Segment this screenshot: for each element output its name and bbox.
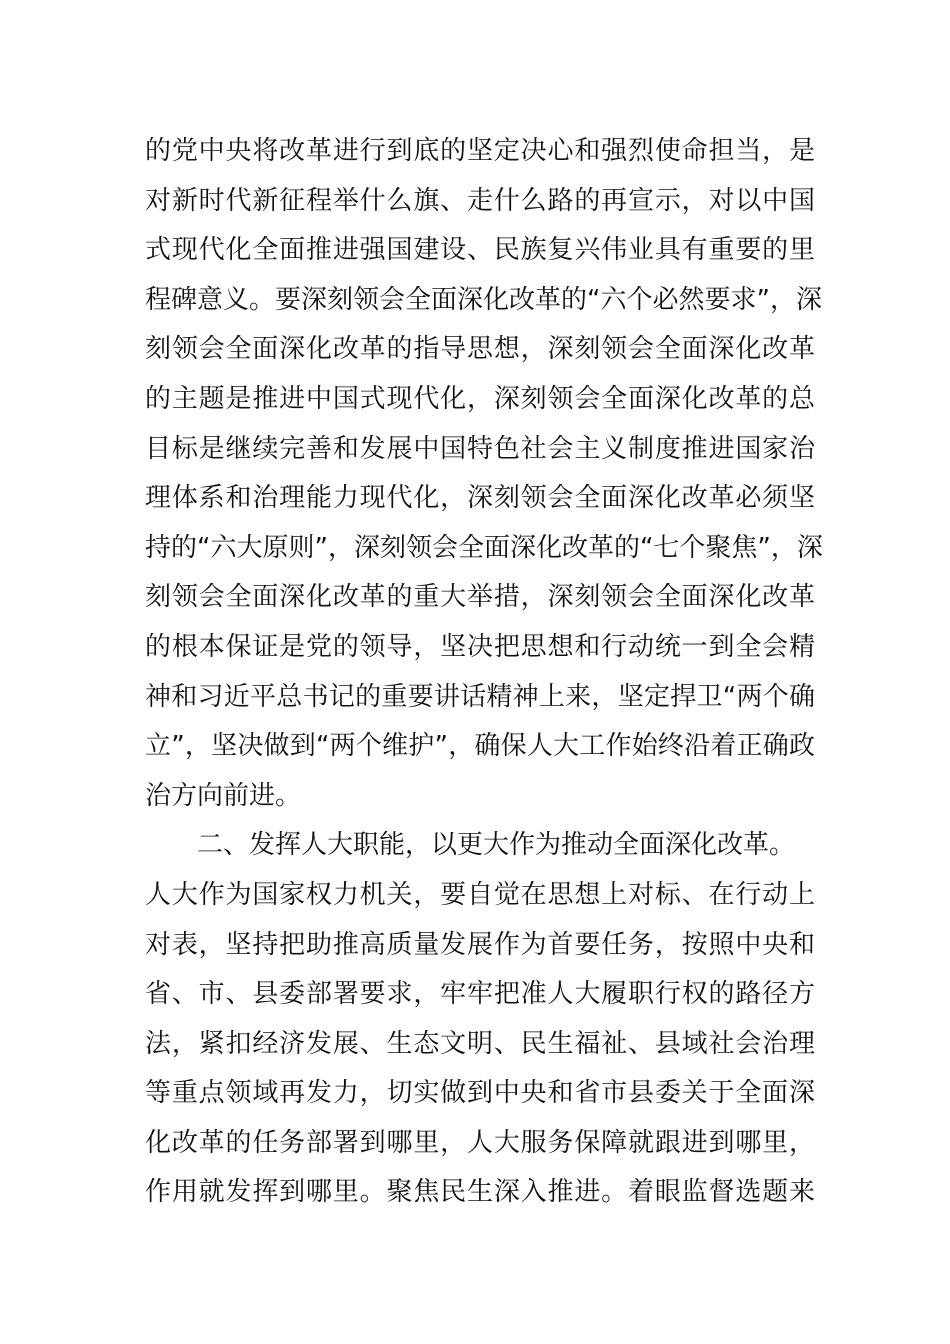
text-line: 法，紧扣经济发展、生态文明、民生福祉、县域社会治理: [145, 1028, 815, 1059]
paragraph-1: [145, 127, 823, 821]
text-line: 程碑意义。要深刻领会全面深化改革的“六个必然要求”，深: [145, 284, 822, 315]
text-line: 目标是继续完善和发展中国特色社会主义制度推进国家治: [145, 433, 815, 464]
text-line: 等重点领域再发力，切实做到中央和省市县委关于全面深: [145, 1078, 815, 1109]
text-line: 的党中央将改革进行到底的坚定决心和强烈使命担当，是: [145, 136, 815, 166]
text-line: 作用就发挥到哪里。聚焦民生深入推进。着眼监督选题来: [145, 1177, 815, 1208]
text-line: 式现代化全面推进强国建设、民族复兴伟业具有重要的里: [145, 235, 815, 266]
text-line: 神和习近平总书记的重要讲话精神上来，坚定捍卫“两个确: [145, 681, 815, 712]
text-line: 的根本保证是党的领导，坚决把思想和行动统一到全会精: [145, 631, 815, 662]
text-line: 刻领会全面深化改革的重大举措，深刻领会全面深化改革: [145, 582, 815, 613]
text-line: 省、市、县委部署要求，牢牢把准人大履职行权的路径方: [145, 979, 815, 1010]
text-line: 治方向前进。: [145, 780, 302, 811]
paragraph-2: [145, 821, 815, 1218]
text-line: 对新时代新征程举什么旗、走什么路的再宣示，对以中国: [145, 185, 815, 216]
text-line: 对表，坚持把助推高质量发展作为首要任务，按照中央和: [145, 929, 815, 960]
section-heading-line: 二、发挥人大职能，以更大作为推动全面深化改革。: [197, 830, 796, 861]
document-body: [145, 127, 823, 1218]
text-line: 刻领会全面深化改革的指导思想，深刻领会全面深化改革: [145, 334, 815, 365]
text-line: 持的“六大原则”，深刻领会全面深化改革的“七个聚焦”，深: [145, 532, 823, 563]
text-line: 立”，坚决做到“两个维护”，确保人大工作始终沿着正确政: [145, 731, 815, 762]
text-line: 理体系和治理能力现代化，深刻领会全面深化改革必须坚: [145, 483, 815, 514]
text-line: 化改革的任务部署到哪里，人大服务保障就跟进到哪里，: [145, 1127, 815, 1158]
text-line: 人大作为国家权力机关，要自觉在思想上对标、在行动上: [145, 879, 815, 910]
text-line: 的主题是推进中国式现代化，深刻领会全面深化改革的总: [145, 383, 815, 414]
